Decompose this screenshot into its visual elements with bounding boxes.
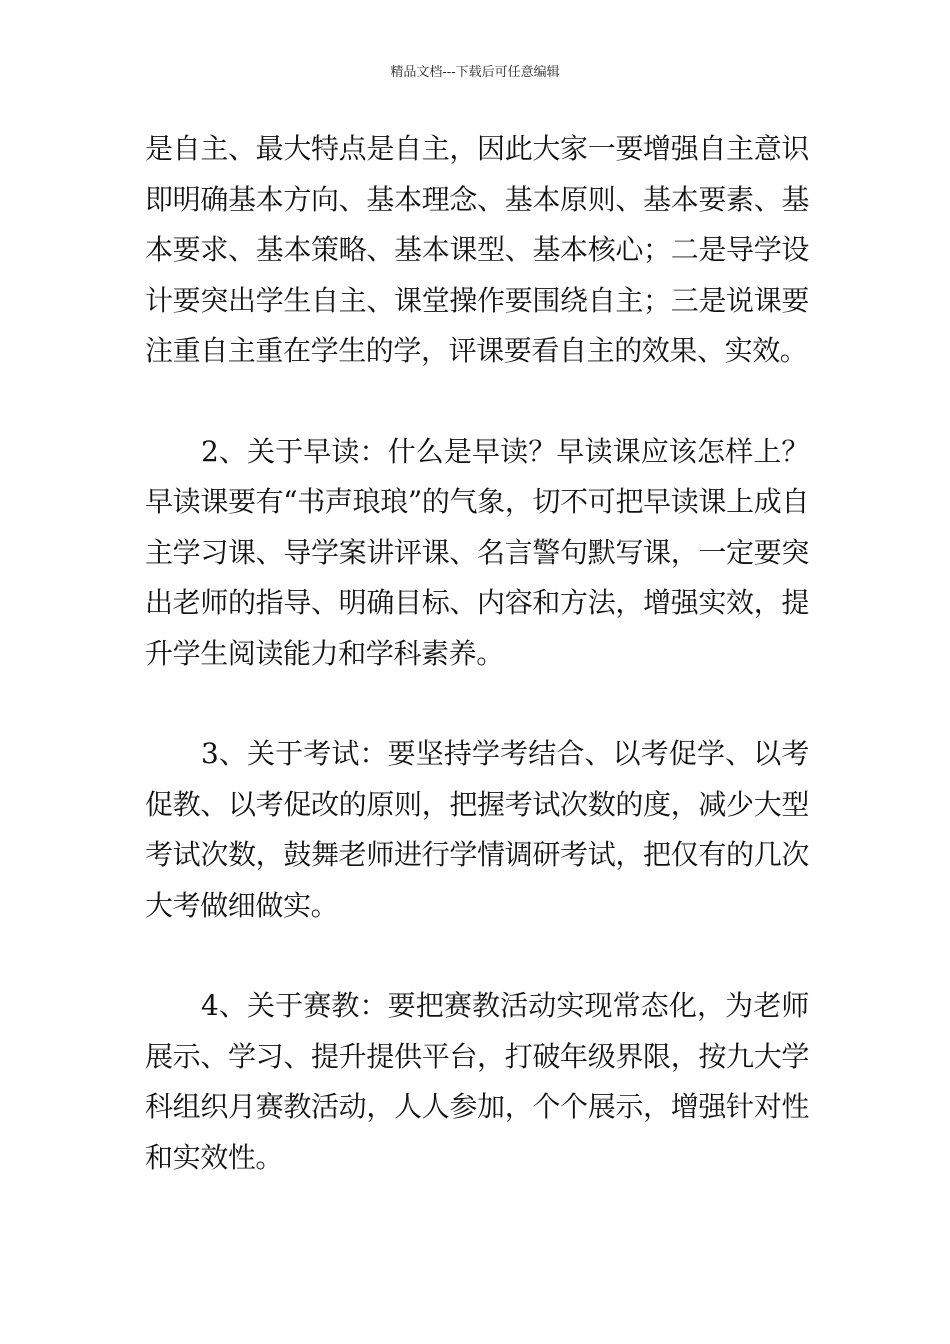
- document-body: [145, 124, 809, 1183]
- paragraph-teaching-contest: 4、关于赛教：要把赛教活动实现常态化，为老师展示、学习、提升提供平台，打破年级界限，按九大学科组织月赛教活动，人人参加，个个展示，增强针对性和实效性。: [145, 989, 809, 1174]
- paragraph-gap: [145, 377, 809, 427]
- paragraph-morning-reading: 2、关于早读：什么是早读？早读课应该怎样上？早读课要有“书声琅琅”的气象，切不可把早读课上成自主学习课、导学案讲评课、名言警句默写课，一定要突出老师的指导、明确目标、内容和方法，增强实效，提升学生阅读能力和学科素养。: [145, 434, 809, 670]
- page-header: 精品文档---下载后可任意编辑: [390, 65, 560, 80]
- paragraph-gap: [145, 679, 809, 729]
- paragraph-self-directed: 是自主、最大特点是自主，因此大家一要增强自主意识即明确基本方向、基本理念、基本原则、基本要素、基本要求、基本策略、基本课型、基本核心；二是导学设计要突出学生自主、课堂操作要围绕自主；三是说课要注重自主重在学生的学，评课要看自主的效果、实效。: [145, 132, 809, 367]
- paragraph-gap: [145, 931, 809, 981]
- paragraph-exams: 3、关于考试：要坚持学考结合、以考促学、以考促教、以考促改的原则，把握考试次数的度，减少大型考试次数，鼓舞老师进行学情调研考试，把仅有的几次大考做细做实。: [145, 737, 809, 922]
